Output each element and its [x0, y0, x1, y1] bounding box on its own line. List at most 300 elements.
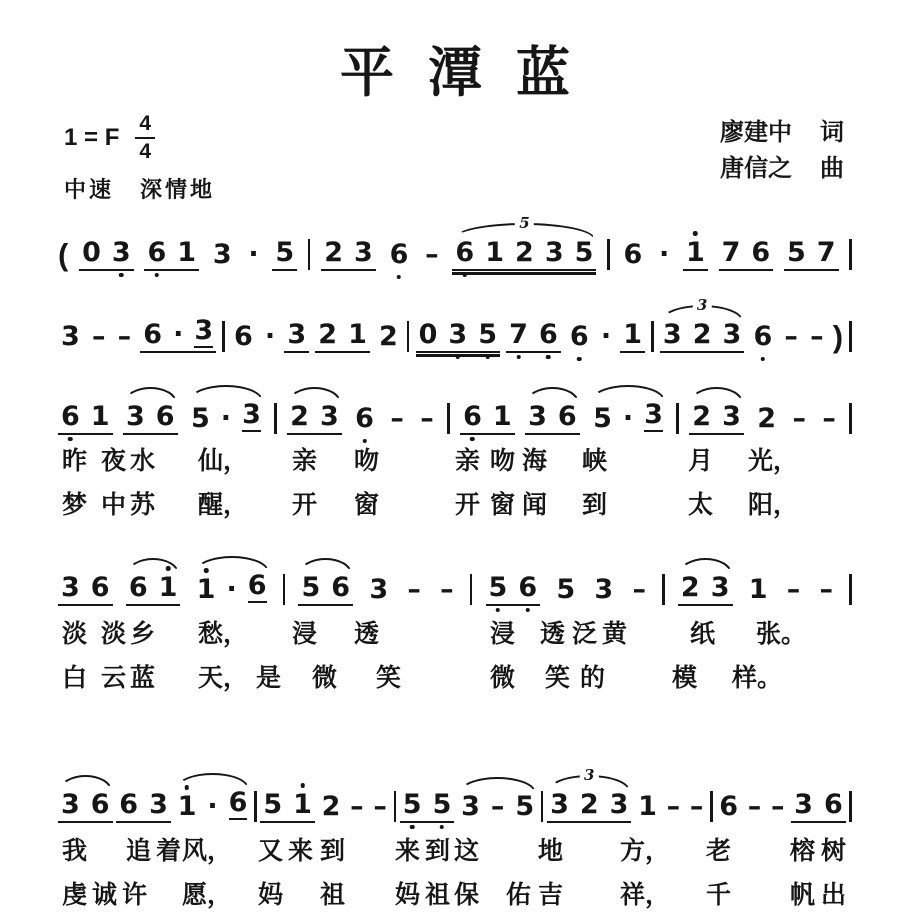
- note-group: [262, 323, 278, 353]
- lyric-syllable: 云: [101, 663, 127, 692]
- lyric-syllable: 虔: [62, 880, 88, 909]
- lyric-syllable: 亲: [455, 446, 481, 475]
- note: 1: [748, 574, 768, 605]
- barline: [447, 403, 450, 434]
- parenthesis: ): [832, 319, 844, 354]
- note: 6: [90, 789, 110, 820]
- lyric-syllable: 模: [672, 663, 698, 692]
- note-group: [745, 793, 765, 823]
- note: 3: [594, 574, 614, 605]
- note: 1: [90, 401, 110, 432]
- note: 3: [212, 239, 232, 270]
- note: 5: [556, 574, 576, 605]
- note-group: [750, 323, 775, 353]
- slurred-note-group: [547, 766, 631, 823]
- note: 3: [722, 401, 741, 432]
- note-group: [781, 323, 801, 353]
- note: 3: [710, 572, 730, 603]
- note-group: [115, 323, 135, 353]
- note-group: [719, 239, 774, 271]
- slurred-note-group: [175, 789, 251, 823]
- lyric-syllable: 夜: [101, 446, 127, 475]
- dash-note: –: [822, 403, 836, 434]
- slurred-note-group: [298, 574, 353, 606]
- note: 1: [485, 237, 505, 268]
- lyric-syllable: 佑: [506, 880, 532, 909]
- composer-name: 唐信之: [720, 155, 792, 182]
- lyric-syllable: 浸: [490, 619, 516, 648]
- note: 6: [143, 319, 163, 350]
- note: 6: [389, 239, 409, 270]
- note-group: [598, 323, 614, 353]
- lyric-syllable: 窗: [490, 490, 516, 519]
- lyric-syllable: 到: [582, 490, 608, 519]
- jianpu-line-2: [58, 287, 852, 353]
- note: 6: [119, 789, 139, 820]
- barline: [470, 574, 473, 605]
- lyric-syllable: 地: [538, 836, 564, 865]
- note-group: [58, 574, 113, 606]
- note-group: [352, 405, 377, 435]
- lyric-syllable: 来: [288, 836, 314, 865]
- lyric-syllable: 帆: [790, 880, 816, 909]
- jianpu-line-3: [58, 369, 852, 435]
- note: 5: [593, 403, 612, 434]
- lyric-syllable: 吉: [538, 880, 564, 909]
- note: 6: [128, 572, 148, 603]
- note-group: [422, 241, 442, 271]
- dot-note: ·: [248, 239, 259, 270]
- lyric-syllable: 老: [706, 836, 732, 865]
- barline: [662, 574, 665, 605]
- lyric-syllable: 祥，: [620, 880, 671, 909]
- lyric-syllable: 月: [688, 446, 714, 475]
- lyric-syllable: 透: [354, 619, 380, 648]
- lyric-syllable: 保: [454, 880, 480, 909]
- note-group: [210, 241, 235, 271]
- dash-note: –: [490, 791, 505, 822]
- lyric-syllable: 峡: [582, 446, 608, 475]
- note: 3: [544, 237, 564, 268]
- note: 6: [355, 403, 374, 434]
- lyric-syllable: 苏: [130, 490, 156, 519]
- note: 3: [609, 789, 629, 820]
- dash-note: –: [784, 321, 798, 352]
- sheet-music-page: [0, 30, 910, 920]
- note: 2: [379, 321, 398, 352]
- slurred-note-group: [123, 403, 178, 435]
- barline: [394, 791, 397, 822]
- note: 3: [448, 319, 468, 350]
- slurred-note-group: [689, 403, 744, 435]
- note: 5: [301, 572, 321, 603]
- lyric-syllable: 祖: [320, 880, 346, 909]
- composer-role: 曲: [820, 155, 844, 182]
- dash-note: –: [786, 574, 801, 605]
- dash-note: –: [350, 791, 364, 822]
- lyric-syllable: 风，: [182, 836, 233, 865]
- lyric-syllable: 淡: [62, 619, 88, 648]
- barline: [849, 321, 852, 352]
- note: 3: [722, 319, 742, 350]
- lyric-syllable: 我: [62, 836, 88, 865]
- note: 5: [786, 237, 806, 268]
- note-group: [620, 321, 645, 353]
- dash-note: –: [425, 239, 439, 270]
- lyric-syllable: 水: [130, 446, 156, 475]
- lyric-syllable: 追: [126, 836, 152, 865]
- note: 5: [263, 789, 283, 820]
- note-group: [284, 321, 309, 353]
- lyric-row-1: [0, 441, 910, 482]
- slurred-note-group: [660, 296, 744, 353]
- note-group: [716, 793, 741, 823]
- credits: [720, 115, 844, 187]
- tuplet-number: 3: [580, 766, 598, 784]
- note: 6: [155, 401, 175, 432]
- note: 6: [518, 572, 538, 603]
- note-group: [687, 793, 707, 823]
- note-group: [591, 576, 616, 606]
- slurred-note-group: [678, 574, 733, 606]
- note: 1: [177, 237, 197, 268]
- note-group: [404, 576, 424, 606]
- note-group: [319, 793, 344, 823]
- note: 1: [158, 572, 178, 603]
- note: 0: [418, 319, 438, 350]
- note: 5: [432, 789, 452, 820]
- note: 3: [61, 572, 80, 603]
- note-group: [567, 323, 592, 353]
- barline: [710, 791, 713, 822]
- barline: [849, 791, 852, 822]
- lyric-syllable: 窗: [354, 490, 380, 519]
- note: 6: [455, 237, 475, 268]
- note: 2: [515, 237, 534, 268]
- dot-note: ·: [207, 791, 218, 822]
- note-group: [784, 576, 804, 606]
- lyric-syllable: 出: [821, 880, 847, 909]
- lyric-syllable: 愿，: [182, 880, 233, 909]
- dash-note: –: [91, 321, 106, 352]
- note: 6: [719, 791, 739, 822]
- barline: [254, 791, 257, 822]
- dash-note: –: [819, 574, 833, 605]
- dot-note: ·: [600, 321, 612, 352]
- note-group: [79, 239, 134, 271]
- note: 5: [515, 791, 535, 822]
- note: 5: [574, 237, 594, 268]
- jianpu-line-5: [58, 757, 852, 823]
- note: 3: [194, 315, 214, 346]
- barline: [222, 321, 225, 352]
- note-group: [746, 576, 771, 606]
- note-group: [683, 239, 708, 271]
- note: 0: [82, 237, 101, 268]
- note-group: [553, 576, 578, 606]
- note: 6: [538, 319, 558, 350]
- note-group: [817, 576, 837, 606]
- note: 3: [644, 399, 663, 430]
- barline: [651, 321, 654, 352]
- note-group: [58, 323, 83, 353]
- lyric-syllable: 笑: [376, 663, 402, 692]
- lyric-syllable: 吻: [490, 446, 516, 475]
- lyric-syllable: 中: [101, 490, 127, 519]
- barline: [274, 403, 277, 434]
- barline: [849, 574, 852, 605]
- note: 6: [61, 401, 80, 432]
- slurred-note-group: [525, 403, 580, 435]
- slurred-note-group: [126, 574, 181, 606]
- note: 6: [228, 787, 248, 818]
- slurred-note-group: [458, 793, 537, 823]
- note: 1: [293, 789, 312, 820]
- lyric-syllable: 树: [821, 836, 847, 865]
- note-group: [486, 574, 541, 606]
- barline: [407, 321, 410, 352]
- note: 1: [177, 791, 197, 822]
- slurred-note-group: [194, 572, 270, 606]
- note: 5: [488, 572, 508, 603]
- lyric-row-6: [0, 875, 910, 916]
- note: 3: [126, 401, 145, 432]
- jianpu-line-1: [58, 205, 852, 271]
- note: 6: [623, 239, 643, 270]
- lyric-syllable: 榕: [790, 836, 816, 865]
- tempo-speed: 中速: [64, 177, 115, 203]
- lyric-syllable: 来: [395, 836, 421, 865]
- lyric-syllable: 亲: [292, 446, 318, 475]
- lyric-syllable: 妈: [258, 880, 284, 909]
- lyric-syllable: 黄: [602, 619, 628, 648]
- lyric-syllable: 到: [425, 836, 451, 865]
- lyric-row-4: [0, 658, 910, 699]
- dot-note: ·: [220, 403, 232, 434]
- note: 6: [557, 401, 577, 432]
- note: 3: [61, 321, 80, 352]
- note: 1: [623, 319, 643, 350]
- lyric-row-5: [0, 831, 910, 872]
- barline: [676, 403, 679, 434]
- note: 1: [196, 574, 216, 605]
- note: 2: [680, 572, 700, 603]
- composer-credit: [720, 151, 844, 187]
- barline: [849, 239, 852, 270]
- dash-note: –: [390, 403, 404, 434]
- note-group: [754, 405, 779, 435]
- dot-note: ·: [622, 403, 634, 434]
- meter-denominator: 4: [139, 140, 152, 164]
- note: 6: [90, 572, 110, 603]
- note: 7: [721, 237, 741, 268]
- slurred-note-group: [287, 403, 342, 435]
- note: 1: [686, 237, 705, 268]
- note-group: [656, 241, 672, 271]
- lyric-syllable: 笑: [545, 663, 571, 692]
- lyric-syllable: 乡: [130, 619, 156, 648]
- note: 2: [692, 319, 712, 350]
- dash-note: –: [770, 791, 785, 822]
- note: 3: [528, 401, 547, 432]
- lyric-syllable: 闻: [522, 490, 548, 519]
- lyricist-name: 廖建中: [720, 119, 792, 146]
- note-group: [376, 323, 401, 353]
- barline: [849, 403, 852, 434]
- lyric-syllable: 透: [540, 619, 566, 648]
- note-group: [789, 405, 809, 435]
- lyricist-credit: [720, 115, 844, 151]
- lyric-syllable: 海: [522, 446, 548, 475]
- note-group: [664, 793, 684, 823]
- note: 1: [638, 791, 657, 822]
- lyric-syllable: 纸: [690, 619, 716, 648]
- note: 2: [324, 237, 344, 268]
- lyric-syllable: 昨: [62, 446, 88, 475]
- key-signature: 1 = F: [64, 124, 120, 152]
- note-group: [791, 791, 846, 823]
- note-group: [58, 403, 113, 435]
- lyric-syllable: 张。: [756, 619, 807, 648]
- dot-note: ·: [264, 321, 276, 352]
- note-group: [819, 405, 839, 435]
- dash-note: –: [632, 574, 646, 605]
- dot-note: ·: [226, 574, 237, 605]
- tuplet-number: 5: [515, 214, 533, 232]
- jianpu-line-4: [58, 540, 852, 606]
- lyric-syllable: 样。: [732, 663, 783, 692]
- lyric-syllable: 妈: [395, 880, 421, 909]
- barline: [541, 791, 544, 822]
- note-group: [140, 317, 216, 353]
- note-group: [437, 576, 457, 606]
- lyric-syllable: 淡: [101, 619, 127, 648]
- note: 3: [461, 791, 480, 822]
- lyric-syllable: 到: [320, 836, 346, 865]
- lyric-syllable: 诚: [92, 880, 118, 909]
- note: 3: [794, 789, 813, 820]
- lyric-syllable: 愁，: [198, 619, 249, 648]
- note-group: [245, 241, 261, 271]
- note: 6: [751, 237, 771, 268]
- barline: [308, 239, 311, 270]
- note-group: [387, 241, 412, 271]
- note: 6: [463, 401, 482, 432]
- note: 1: [492, 401, 512, 432]
- tempo-mood: 深情地: [140, 177, 216, 203]
- note: 2: [692, 401, 712, 432]
- lyric-syllable: 方，: [620, 836, 671, 865]
- lyric-syllable: 天，: [198, 663, 249, 692]
- tuplet-number: 3: [693, 296, 711, 314]
- lyric-syllable: 蓝: [130, 663, 156, 692]
- note-group: [807, 323, 827, 353]
- note-group: [784, 239, 839, 271]
- note: 2: [757, 403, 777, 434]
- note-group: [144, 239, 199, 271]
- note: 5: [478, 319, 498, 350]
- lyric-syllable: 微: [312, 663, 338, 692]
- barline: [607, 239, 610, 270]
- time-signature: [135, 113, 155, 163]
- note: 5: [402, 789, 422, 820]
- note: 3: [242, 399, 261, 430]
- note-group: [400, 791, 455, 823]
- note: 2: [579, 789, 599, 820]
- note: 3: [61, 789, 80, 820]
- note: 3: [111, 237, 131, 268]
- note-group: [116, 791, 171, 823]
- note: 1: [348, 319, 367, 350]
- lyric-syllable: 千: [706, 880, 732, 909]
- note: 2: [321, 791, 341, 822]
- lyric-syllable: 阳，: [748, 490, 799, 519]
- lyric-syllable: 醒，: [198, 490, 249, 519]
- lyric-syllable: 梦: [62, 490, 88, 519]
- note: 7: [816, 237, 836, 268]
- note-group: [260, 791, 315, 823]
- note-group: [768, 793, 788, 823]
- note: 6: [331, 572, 351, 603]
- dash-note: –: [792, 403, 806, 434]
- lyric-syllable: 又: [258, 836, 284, 865]
- note: 3: [369, 574, 389, 605]
- note: 3: [550, 789, 569, 820]
- lyric-syllable: 浸: [292, 619, 318, 648]
- note: 2: [290, 401, 309, 432]
- note: 5: [275, 237, 295, 268]
- note-group: [89, 323, 109, 353]
- note: 3: [354, 237, 373, 268]
- note-group: [370, 793, 390, 823]
- note-group: [417, 405, 437, 435]
- lyric-syllable: 开: [455, 490, 481, 519]
- note-group: [635, 793, 660, 823]
- note-group: [460, 403, 515, 435]
- dash-note: –: [689, 791, 704, 822]
- lyric-syllable: 开: [292, 490, 318, 519]
- slurred-note-group: [58, 791, 113, 823]
- note-group: [347, 793, 367, 823]
- note: 6: [569, 321, 589, 352]
- lyric-syllable: 白: [62, 663, 88, 692]
- note: 3: [149, 789, 168, 820]
- note: 2: [318, 319, 338, 350]
- note-group: [321, 239, 376, 271]
- lyricist-role: 词: [820, 119, 844, 146]
- dash-note: –: [810, 321, 824, 352]
- lyric-syllable: 太: [688, 490, 714, 519]
- dash-note: –: [373, 791, 387, 822]
- meter-numerator: 4: [135, 113, 155, 139]
- lyric-syllable: 微: [490, 663, 516, 692]
- note-group: [416, 321, 500, 353]
- dash-note: –: [747, 791, 762, 822]
- lyric-syllable: 仙，: [198, 446, 249, 475]
- slurred-note-group: [590, 401, 666, 435]
- note-group: [506, 321, 561, 353]
- parenthesis: (: [58, 237, 69, 272]
- lyric-syllable: 泛: [572, 619, 598, 648]
- dot-note: ·: [659, 239, 670, 270]
- lyric-syllable: 是: [256, 663, 282, 692]
- header-meta: [64, 112, 846, 203]
- lyric-syllable: 祖: [425, 880, 451, 909]
- note-group: [366, 576, 391, 606]
- lyric-syllable: 这: [454, 836, 480, 865]
- note-group: [620, 241, 645, 271]
- dot-note: ·: [173, 319, 184, 350]
